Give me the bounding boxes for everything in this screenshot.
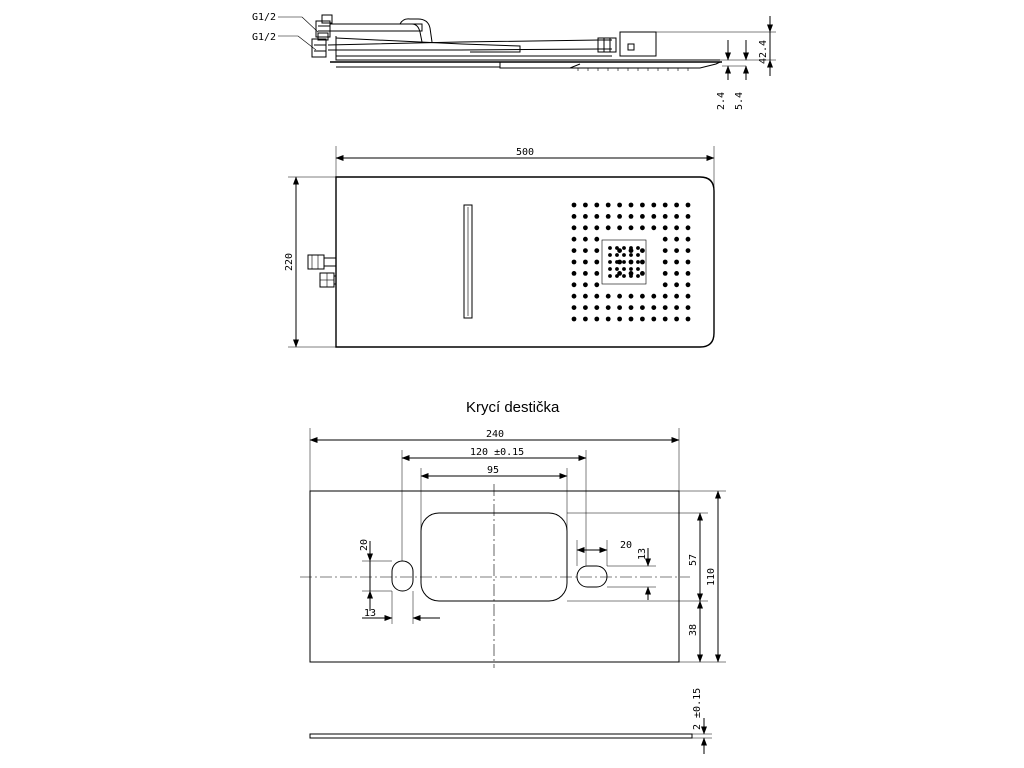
nozzle-dot (686, 237, 691, 242)
nozzle-dot-center (629, 260, 633, 264)
nozzle-dot (674, 225, 679, 230)
dim-left-slot-height: 20 (359, 538, 370, 551)
nozzle-dot-center (608, 260, 612, 264)
nozzle-dot (686, 248, 691, 253)
nozzle-dot (629, 203, 634, 208)
nozzle-dot (640, 214, 645, 219)
nozzle-dot-center (615, 253, 619, 257)
nozzle-dot (617, 203, 622, 208)
nozzle-dot (686, 305, 691, 310)
nozzle-dot (663, 271, 668, 276)
nozzle-dot (606, 203, 611, 208)
dim-plate-thickness: 2.4 (716, 91, 727, 110)
nozzle-dot (674, 260, 679, 265)
nozzle-dot (686, 225, 691, 230)
nozzle-dot (594, 305, 599, 310)
nozzle-dot (617, 225, 622, 230)
nozzle-dot (572, 203, 577, 208)
nozzle-dot (674, 305, 679, 310)
side-view (252, 12, 776, 110)
nozzle-dot-center (615, 274, 619, 278)
nozzle-dot-center (608, 274, 612, 278)
dim-cutout-width: 95 (487, 465, 500, 476)
thread-label-bottom: G1/2 (252, 32, 277, 43)
dim-cutout-height: 57 (688, 553, 699, 566)
nozzle-dot (686, 282, 691, 287)
dim-hole-spacing: 120 ±0.15 (470, 447, 525, 458)
dim-total-height: 42.4 (758, 39, 769, 64)
dim-length: 500 (516, 147, 535, 158)
dim-plate-width: 240 (486, 429, 505, 440)
top-connector-upper (308, 255, 336, 269)
top-connector-lower (320, 273, 336, 287)
nozzle-dot (583, 237, 588, 242)
nozzle-dot-center (629, 253, 633, 257)
cover-plate-outline (310, 491, 679, 662)
nozzle-dot (583, 260, 588, 265)
nozzle-dot (572, 248, 577, 253)
nozzle-dot (572, 282, 577, 287)
dim-right-slot-height: 13 (637, 547, 648, 560)
nozzle-dot (583, 305, 588, 310)
nozzle-dot (606, 214, 611, 219)
nozzle-dot (572, 317, 577, 322)
nozzle-dot (572, 260, 577, 265)
cover-plate-title: Krycí destička (466, 399, 560, 416)
nozzle-dot (663, 305, 668, 310)
nozzle-dot (629, 294, 634, 299)
nozzle-dot (594, 203, 599, 208)
nozzle-dot (686, 203, 691, 208)
nozzle-dot (651, 225, 656, 230)
nozzle-dot (594, 271, 599, 276)
nozzle-dot-center (636, 246, 640, 250)
nozzle-dot (617, 214, 622, 219)
nozzle-dot (663, 282, 668, 287)
nozzle-dot (594, 282, 599, 287)
left-slot (392, 561, 413, 591)
right-slot (577, 566, 607, 587)
side-shower-body (330, 32, 722, 71)
nozzle-dot (594, 317, 599, 322)
nozzle-dot (674, 294, 679, 299)
nozzle-dot-center (615, 246, 619, 250)
top-view (284, 146, 714, 347)
cover-plate-profile (310, 734, 692, 738)
nozzle-dot (572, 214, 577, 219)
dim-body-thickness: 5.4 (734, 91, 745, 110)
nozzle-dot (686, 294, 691, 299)
nozzle-dot (674, 214, 679, 219)
nozzle-dot (640, 248, 645, 253)
profile-view (310, 688, 712, 754)
nozzle-dot (663, 294, 668, 299)
side-hose (328, 19, 616, 52)
dim-width: 220 (284, 252, 295, 271)
nozzle-dot-center (615, 260, 619, 264)
nozzle-dot (651, 305, 656, 310)
nozzle-dot (640, 225, 645, 230)
cover-vertical-dimensions (359, 491, 726, 662)
nozzle-dot (629, 317, 634, 322)
nozzle-dot (617, 317, 622, 322)
nozzle-dot-center (636, 274, 640, 278)
nozzle-dot (594, 225, 599, 230)
nozzle-dot-center (636, 253, 640, 257)
nozzle-dot (674, 317, 679, 322)
nozzle-dot (640, 294, 645, 299)
nozzle-dot (594, 214, 599, 219)
nozzle-dot (572, 305, 577, 310)
nozzle-dot (640, 271, 645, 276)
nozzle-dot (640, 305, 645, 310)
nozzle-dot (583, 214, 588, 219)
dim-right-slot-length: 20 (620, 540, 633, 551)
cover-plate-view (300, 399, 726, 668)
nozzle-dot (606, 225, 611, 230)
nozzle-dot (640, 203, 645, 208)
nozzle-dot (674, 282, 679, 287)
nozzle-dot (674, 248, 679, 253)
nozzle-dot (651, 203, 656, 208)
nozzle-dot (640, 317, 645, 322)
nozzle-dot-center (622, 246, 626, 250)
nozzle-dot (583, 294, 588, 299)
nozzle-dot (674, 237, 679, 242)
nozzle-dot-center (622, 253, 626, 257)
dim-plate-thickness-profile: 2 ±0.15 (692, 687, 703, 730)
nozzle-dot-center (608, 246, 612, 250)
nozzle-dot (629, 305, 634, 310)
nozzle-dot (583, 225, 588, 230)
dim-plate-height: 110 (706, 567, 717, 586)
nozzle-dot (606, 294, 611, 299)
dim-left-slot-width: 13 (364, 608, 377, 619)
nozzle-dot (663, 317, 668, 322)
waterfall-slot (464, 205, 472, 318)
nozzle-dot (583, 203, 588, 208)
nozzle-dot (686, 260, 691, 265)
nozzle-dot (594, 294, 599, 299)
nozzle-dot-center (636, 267, 640, 271)
nozzle-dot (572, 237, 577, 242)
nozzle-dot (663, 237, 668, 242)
nozzle-dot (663, 225, 668, 230)
nozzle-dot (594, 260, 599, 265)
nozzle-dot (617, 305, 622, 310)
nozzle-dot (572, 294, 577, 299)
shower-head-outline (336, 177, 714, 347)
nozzle-dot-center (622, 274, 626, 278)
nozzle-dot (686, 271, 691, 276)
nozzle-dot (686, 214, 691, 219)
nozzle-dot-center (615, 267, 619, 271)
nozzle-dot (651, 317, 656, 322)
nozzle-dot-center (636, 260, 640, 264)
nozzle-dot (583, 248, 588, 253)
nozzle-dot (572, 225, 577, 230)
nozzle-dot-center (629, 246, 633, 250)
thread-label-top: G1/2 (252, 12, 277, 23)
nozzle-dot (594, 237, 599, 242)
nozzle-dot (674, 271, 679, 276)
nozzle-dot (606, 305, 611, 310)
nozzle-dot (617, 294, 622, 299)
nozzle-dot (629, 214, 634, 219)
top-dimensions (284, 146, 714, 347)
nozzle-dot (651, 294, 656, 299)
nozzle-dot (663, 260, 668, 265)
nozzle-dot (606, 317, 611, 322)
nozzle-dot-center (629, 274, 633, 278)
nozzle-dot (663, 203, 668, 208)
nozzle-grid (572, 203, 691, 322)
nozzle-dot (640, 260, 645, 265)
nozzle-dot-center (608, 253, 612, 257)
nozzle-dot (663, 214, 668, 219)
nozzle-dot (686, 317, 691, 322)
nozzle-dot (583, 271, 588, 276)
side-dimensions (656, 16, 776, 110)
nozzle-dot-center (622, 267, 626, 271)
nozzle-dot (629, 225, 634, 230)
nozzle-dot (594, 248, 599, 253)
nozzle-dot (651, 214, 656, 219)
nozzle-dot-center (608, 267, 612, 271)
nozzle-dot (583, 282, 588, 287)
nozzle-dot (583, 317, 588, 322)
nozzle-dot (674, 203, 679, 208)
nozzle-dot-center (622, 260, 626, 264)
dim-bottom-offset: 38 (688, 623, 699, 636)
nozzle-dot-center (629, 267, 633, 271)
nozzle-dot (572, 271, 577, 276)
nozzle-dot (663, 248, 668, 253)
cover-horizontal-dimensions (310, 428, 679, 624)
